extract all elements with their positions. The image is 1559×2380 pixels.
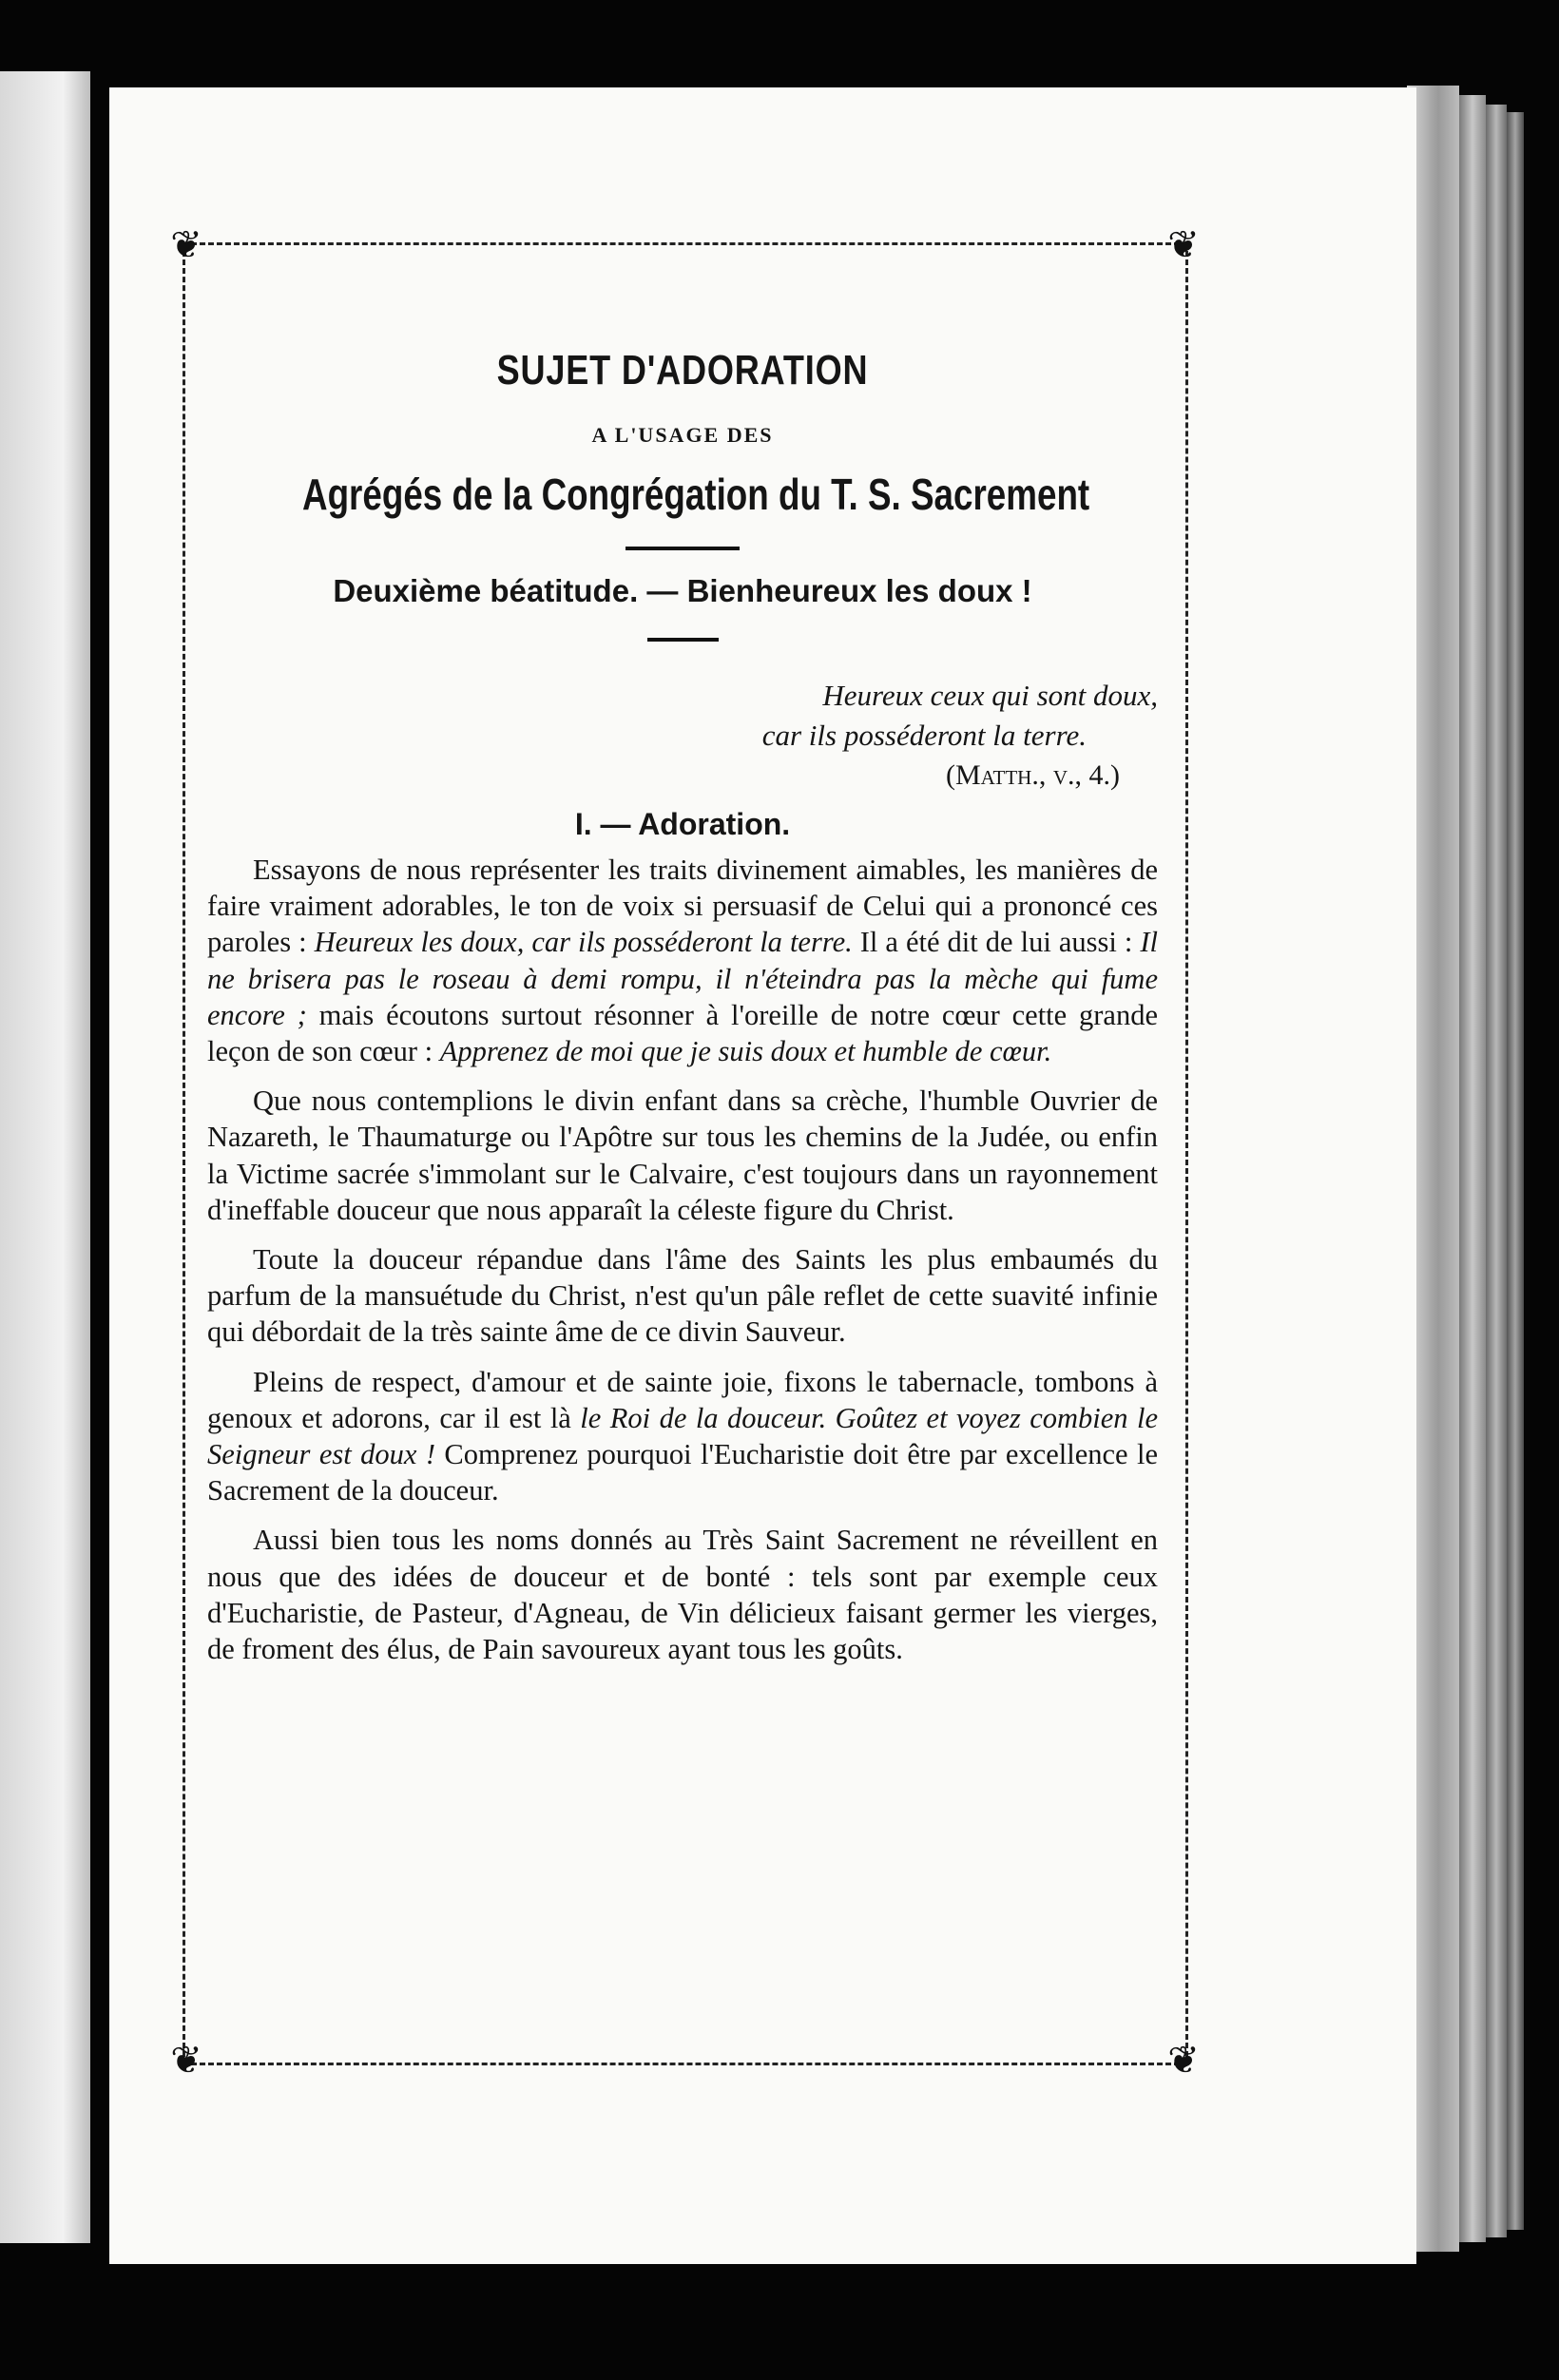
epigraph <box>207 676 1158 796</box>
page-subtitle: A L'USAGE DES <box>591 423 774 447</box>
corner-ornament-icon: ❦ <box>170 2039 202 2082</box>
section-title: I. — Adoration. <box>574 807 791 841</box>
corner-ornament-icon: ❦ <box>1167 223 1200 266</box>
epigraph-line: car ils posséderont la terre. <box>761 719 1087 752</box>
page-title: SUJET D'ADORATION <box>496 347 869 393</box>
epigraph-line: Heureux ceux qui sont doux, <box>822 679 1158 712</box>
divider <box>626 547 740 550</box>
paragraph: Aussi bien tous les noms donnés au Très Saint Sacrement ne réveillent en nous que des idées de douceur et de bonté : tels sont par exemple ceux d'Eucharistie, de Pasteur, d'Agneau, de Vin délicieux faisant germer les vierges, de froment des élus, de Pain savoureux ayant tous les goûts. <box>207 1524 1158 1666</box>
paragraph: Essayons de nous représenter les traits divinement aimables, les manières de faire vraiment adorables, le ton de voix si persuasif de Celui qui a prononcé ces paroles : Heureux les doux, car ils posséderont la terre. Il a été dit de lui aussi : Il ne brisera pas le roseau à demi rompu, il n'éteindra pas la mèche qui fume encore ; mais écoutons surtout résonner à l'oreille de notre cœur cette grande leçon de son cœur : Apprenez de moi que je suis doux et humble de cœur. <box>207 854 1158 1068</box>
page-content <box>207 314 1158 1680</box>
corner-ornament-icon: ❦ <box>1167 2039 1200 2082</box>
congregation-title: Agrégés de la Congrégation du T. S. Sacrement <box>302 470 1090 519</box>
facing-page-edge <box>0 71 90 2243</box>
paragraph: Pleins de respect, d'amour et de sainte joie, fixons le tabernacle, tombons à genoux et adorons, car il est là le Roi de la douceur. Goûtez et voyez combien le Seigneur est doux ! Comprenez pourquoi l'Eucharistie doit être par excellence le Sacrement de la douceur. <box>207 1365 1158 1507</box>
paragraph: Toute la douceur répandue dans l'âme des Saints les plus embaumés du parfum de la mansuétude du Christ, n'est qu'un pâle reflet de cette suavité infinie qui débordait de la très sainte âme de ce divin Sauveur. <box>207 1243 1158 1349</box>
beatitude-heading: Deuxième béatitude. — Bienheureux les doux ! <box>333 573 1032 608</box>
paragraph: Que nous contemplions le divin enfant dans sa crèche, l'humble Ouvrier de Nazareth, le Thaumaturge ou l'Apôtre sur tous les chemins de la Judée, ou enfin la Victime sacrée s'immolant sur le Calvaire, c'est toujours dans un rayonnement d'ineffable douceur que nous apparaît la céleste figure du Christ. <box>207 1084 1158 1226</box>
page-edge <box>1486 105 1507 2237</box>
page-edge <box>1459 95 1486 2242</box>
divider <box>647 638 719 642</box>
page-edge <box>1507 112 1524 2230</box>
epigraph-citation: (Matth., v., 4.) <box>946 759 1120 791</box>
corner-ornament-icon: ❦ <box>170 223 202 266</box>
